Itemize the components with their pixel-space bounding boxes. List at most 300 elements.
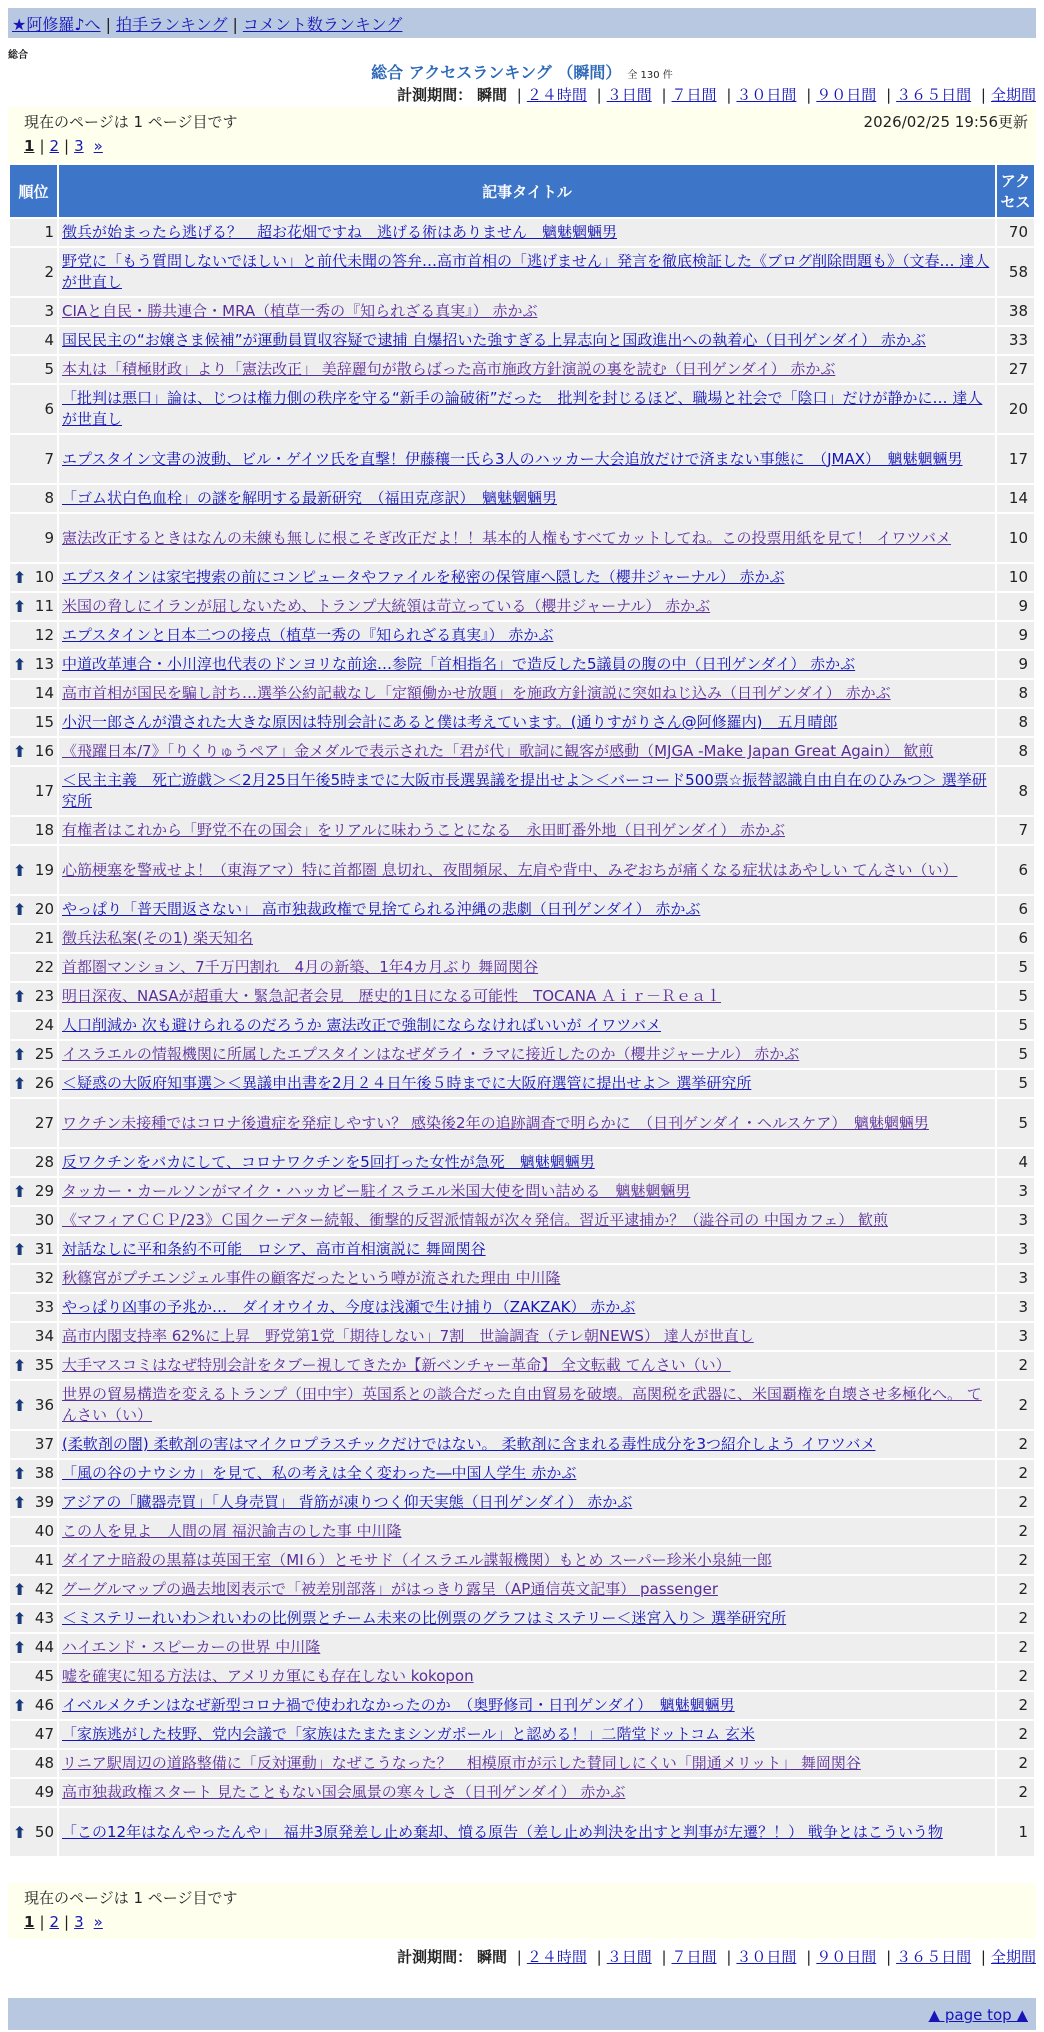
title-cell xyxy=(59,738,995,765)
rank-number: 38 xyxy=(34,1464,54,1482)
title-cell xyxy=(59,767,995,815)
header-rank: 順位 xyxy=(10,165,57,217)
table-row xyxy=(10,1041,1034,1068)
table-row xyxy=(10,1352,1034,1379)
title-cell xyxy=(59,709,995,736)
article-title-link[interactable]: 嘘を確実に知る方法は、アメリカ軍にも存在しない kokopon xyxy=(62,1667,474,1685)
rank-number: 4 xyxy=(44,331,54,349)
access-count: 27 xyxy=(997,356,1034,383)
access-count: 9 xyxy=(997,622,1034,649)
rank-up-arrow-icon: ⬆ xyxy=(13,1822,27,1842)
access-count: 58 xyxy=(997,248,1034,296)
rank-cell xyxy=(10,1431,57,1458)
comment-ranking-link[interactable]: コメント数ランキング xyxy=(242,15,403,34)
rank-up-arrow-icon: ⬆ xyxy=(13,1464,27,1483)
access-count: 6 xyxy=(997,846,1034,894)
title-cell xyxy=(59,1381,995,1429)
rank-cell xyxy=(10,983,57,1010)
table-row xyxy=(10,738,1034,765)
article-title-link[interactable]: 野党に「もう質問しないでほしい」と前代未聞の答弁…高市首相の「逃げません」発言を徹底検証した《ブログ削除問題も》（文春… 達人が世直し xyxy=(62,252,990,291)
asyura-home-link[interactable]: ★阿修羅♪へ xyxy=(12,15,101,34)
table-row xyxy=(10,1012,1034,1039)
rank-up-arrow-icon: ⬆ xyxy=(13,568,27,587)
table-row xyxy=(10,846,1034,894)
updated-timestamp: 2026/02/25 19:56更新 xyxy=(863,113,1028,131)
table-row xyxy=(10,1663,1034,1690)
rank-number: 18 xyxy=(34,821,54,839)
rank-number: 14 xyxy=(34,684,54,702)
period-90d-link[interactable]: ９０日間 xyxy=(816,86,877,104)
access-count: 3 xyxy=(997,1178,1034,1205)
title-cell xyxy=(59,593,995,620)
rank-cell xyxy=(10,1518,57,1545)
article-title-link[interactable]: 対話なしに平和条約不可能 ロシア、高市首相演説に 舞岡関谷 xyxy=(62,1240,486,1258)
rank-cell xyxy=(10,1323,57,1350)
period-24h-link-bottom[interactable]: ２４時間 xyxy=(526,1948,587,1966)
rank-number: 13 xyxy=(34,655,54,673)
rank-up-arrow-icon: ⬆ xyxy=(13,1395,27,1415)
title-cell xyxy=(59,327,995,354)
rank-number: 11 xyxy=(34,597,54,615)
article-title-link[interactable]: 本丸は「積極財政」より「憲法改正」 美辞麗句が散らばった高市施政方針演説の裏を読む（日刊ゲンダイ） 赤かぶ xyxy=(62,360,836,378)
rank-up-arrow-icon: ⬆ xyxy=(13,1074,27,1093)
article-title-link[interactable]: ワクチン未接種ではコロナ後遺症を発症しやすい？ 感染後2年の追跡調査で明らかに （日刊ゲンダイ・ヘルスケア） 魑魅魍魎男 xyxy=(62,1113,929,1132)
article-title-link[interactable]: 「この12年はなんやったんや」 福井3原発差し止め棄却、憤る原告（差し止め判決を出すと判事が左遷？！） 戦争とはこういう物 xyxy=(62,1822,943,1841)
rank-cell xyxy=(10,564,57,591)
access-count: 9 xyxy=(997,651,1034,678)
pager-next-bottom[interactable]: » xyxy=(93,1913,103,1931)
pager-bottom: 1 | 2 | 3 » xyxy=(24,1913,103,1931)
table-row xyxy=(10,1294,1034,1321)
article-title-link[interactable]: イスラエルの情報機関に所属したエプスタインはなぜダライ・ラマに接近したのか（櫻井ジャーナル） 赤かぶ xyxy=(62,1045,800,1063)
access-count: 38 xyxy=(997,298,1034,325)
rank-cell xyxy=(10,1489,57,1516)
rank-number: 42 xyxy=(34,1580,54,1598)
article-title-link[interactable]: ハイエンド・スピーカーの世界 中川隆 xyxy=(62,1638,321,1656)
period-7d-link[interactable]: ７日間 xyxy=(671,86,717,104)
title-cell xyxy=(59,248,995,296)
top-nav: ★阿修羅♪へ | 拍手ランキング | コメント数ランキング xyxy=(8,8,1036,38)
article-title-link[interactable]: 「風の谷のナウシカ」を見て、私の考えは全く変わった―中国人学生 赤かぶ xyxy=(62,1464,577,1482)
title-cell xyxy=(59,983,995,1010)
pager-current-bottom: 1 xyxy=(24,1913,35,1931)
access-count: 20 xyxy=(997,385,1034,433)
table-row xyxy=(10,767,1034,815)
rank-cell xyxy=(10,435,57,483)
header-title: 記事タイトル xyxy=(59,165,995,217)
rank-cell xyxy=(10,1178,57,1205)
ranking-table xyxy=(8,163,1036,1858)
pager-current: 1 xyxy=(24,137,35,155)
period-label: 計測期間： xyxy=(397,86,473,104)
period-30d-link[interactable]: ３０日間 xyxy=(736,86,797,104)
title-cell xyxy=(59,622,995,649)
rank-number: 32 xyxy=(34,1269,54,1287)
rank-cell xyxy=(10,1779,57,1806)
title-cell xyxy=(59,1236,995,1263)
rank-number: 7 xyxy=(44,449,54,468)
rank-cell xyxy=(10,1634,57,1661)
article-title-link[interactable]: 有権者はこれから「野党不在の国会」をリアルに味わうことになる 永田町番外地（日刊ゲンダイ） 赤かぶ xyxy=(62,821,785,839)
article-title-link[interactable]: 心筋梗塞を警戒せよ！（東海アマ）特に首都圏 息切れ、夜間頻尿、左肩や背中、みぞおちが痛くなる症状はあやしい てんさい（い） xyxy=(62,860,958,879)
access-count: 10 xyxy=(997,564,1034,591)
article-title-link[interactable]: (柔軟剤の闇) 柔軟剤の害はマイクロプラスチックだけではない。 柔軟剤に含まれる毒性成分を3つ紹介しよう イワツバメ xyxy=(62,1435,876,1453)
access-count: 2 xyxy=(997,1352,1034,1379)
rank-up-arrow-icon: ⬆ xyxy=(13,742,27,761)
access-count: 2 xyxy=(997,1547,1034,1574)
total-count: 全 130 件 xyxy=(627,70,673,81)
rank-number: 23 xyxy=(34,987,54,1005)
article-title-link[interactable]: タッカー・カールソンがマイク・ハッカビー駐イスラエル米国大使を問い詰める 魑魅魍魎男 xyxy=(62,1182,691,1200)
access-count: 5 xyxy=(997,1099,1034,1147)
rank-cell xyxy=(10,846,57,894)
table-row xyxy=(10,356,1034,383)
article-title-link[interactable]: 首都圏マンション、7千万円割れ 4月の新築、1年4カ月ぶり 舞岡関谷 xyxy=(62,958,539,976)
title-cell xyxy=(59,564,995,591)
table-row xyxy=(10,925,1034,952)
rank-cell xyxy=(10,593,57,620)
pager-next[interactable]: » xyxy=(93,137,103,155)
category-label: 総合 xyxy=(8,50,28,61)
table-row xyxy=(10,680,1034,707)
period-7d-link-bottom[interactable]: ７日間 xyxy=(671,1948,717,1966)
table-row xyxy=(10,219,1034,246)
title-cell xyxy=(59,435,995,483)
rank-cell xyxy=(10,1294,57,1321)
period-30d-link-bottom[interactable]: ３０日間 xyxy=(736,1948,797,1966)
table-row xyxy=(10,896,1034,923)
article-title-link[interactable]: エプスタインは家宅捜索の前にコンピュータやファイルを秘密の保管庫へ隠した（櫻井ジャーナル） 赤かぶ xyxy=(62,568,785,586)
pager-page-2[interactable]: 2 xyxy=(49,137,60,155)
access-count: 8 xyxy=(997,767,1034,815)
access-count: 1 xyxy=(997,1808,1034,1856)
table-row xyxy=(10,593,1034,620)
title-cell xyxy=(59,651,995,678)
access-count: 3 xyxy=(997,1236,1034,1263)
access-count: 2 xyxy=(997,1750,1034,1777)
rank-up-arrow-icon: ⬆ xyxy=(13,1609,27,1628)
table-row xyxy=(10,1099,1034,1147)
title-cell xyxy=(59,1576,995,1603)
article-title-link[interactable]: 国民民主の“お嬢さま候補”が運動員買収容疑で逮捕 自爆招いた強すぎる上昇志向と国政進出への執着心（日刊ゲンダイ） 赤かぶ xyxy=(62,331,926,349)
article-title-link[interactable]: CIAと自民・勝共連合・MRA（植草一秀の『知られざる真実』） 赤かぶ xyxy=(62,302,538,320)
rank-number: 48 xyxy=(34,1754,54,1772)
access-count: 14 xyxy=(997,485,1034,512)
article-title-link[interactable]: 中道改革連合・小川淳也代表のドンヨリな前途…参院「首相指名」で造反した5議員の腹の中（日刊ゲンダイ） 赤かぶ xyxy=(62,655,856,673)
rank-cell xyxy=(10,1692,57,1719)
rank-number: 25 xyxy=(34,1045,54,1063)
rank-up-arrow-icon: ⬆ xyxy=(13,987,27,1006)
table-row xyxy=(10,1431,1034,1458)
rank-number: 12 xyxy=(34,626,54,644)
article-title-link[interactable]: 徴兵法私案(その1) 楽天知名 xyxy=(62,929,254,947)
rank-number: 1 xyxy=(44,223,54,241)
access-count: 7 xyxy=(997,817,1034,844)
period-current-bottom: 瞬間 xyxy=(476,1948,507,1966)
access-count: 2 xyxy=(997,1460,1034,1487)
rank-up-arrow-icon: ⬆ xyxy=(13,1240,27,1259)
page-info-bottom xyxy=(8,1883,1036,1939)
article-title-link[interactable]: やっぱり「普天間返さない」 高市独裁政権で見捨てられる沖縄の悲劇（日刊ゲンダイ） 赤かぶ xyxy=(62,900,701,918)
page-top-link[interactable]: ▲ page top ▲ xyxy=(928,2006,1028,2024)
rank-cell xyxy=(10,1207,57,1234)
period-3d-link[interactable]: ３日間 xyxy=(606,86,652,104)
article-title-link[interactable]: 「家族逃がした枝野、党内会議で「家族はたまたまシンガポール」と認める！」二階堂ドットコム 玄米 xyxy=(62,1725,755,1743)
table-row xyxy=(10,1207,1034,1234)
article-title-link[interactable]: エプスタイン文書の波動、ビル・ゲイツ氏を直撃！伊藤穰一氏ら3人のハッカー大会追放だけで済まない事態に （JMAX） 魑魅魍魎男 xyxy=(62,449,963,468)
title-cell xyxy=(59,1207,995,1234)
title-cell xyxy=(59,1070,995,1097)
table-row xyxy=(10,1489,1034,1516)
article-title-link[interactable]: 《マフィアＣＣＰ/23》Ｃ国クーデター続報、衝撃的反習派情報が次々発信。習近平逮捕か？（澁谷司の 中国カフェ） 歓煎 xyxy=(62,1211,888,1229)
article-title-link[interactable]: 高市内閣支持率 62%に上昇 野党第1党「期待しない」7割 世論調査（テレ朝NEWS） 達人が世直し xyxy=(62,1327,754,1345)
rank-number: 45 xyxy=(34,1667,54,1685)
pager-page-2-bottom[interactable]: 2 xyxy=(49,1913,60,1931)
rank-number: 27 xyxy=(34,1113,54,1132)
access-count: 3 xyxy=(997,1294,1034,1321)
ranking-title: 総合 アクセスランキング （瞬間） xyxy=(371,63,622,82)
article-title-link[interactable]: 「批判は悪口」論は、じつは権力側の秩序を守る“新手の論破術”だった 批判を封じるほど、職場と社会で「陰口」だけが静かに… 達人が世直し xyxy=(62,389,983,428)
pager-page-3[interactable]: 3 xyxy=(74,137,84,155)
article-title-link[interactable]: 人口削減か 次も避けられるのだろうか 憲法改正で強制にならなければいいが イワツバメ xyxy=(62,1016,662,1034)
article-title-link[interactable]: 高市首相が国民を騙し討ち…選挙公約記載なし「定額働かせ放題」を施政方針演説に突如ねじ込み（日刊ゲンダイ） 赤かぶ xyxy=(62,684,891,702)
article-title-link[interactable]: 「ゴム状白色血栓」の謎を解明する最新研究 （福田克彦訳） 魑魅魍魎男 xyxy=(62,489,558,507)
table-header-row xyxy=(10,165,1034,217)
period-all-link[interactable]: 全期間 xyxy=(990,86,1036,104)
rank-cell xyxy=(10,248,57,296)
rank-cell xyxy=(10,1265,57,1292)
rank-up-arrow-icon: ⬆ xyxy=(13,597,27,616)
rank-number: 5 xyxy=(44,360,54,378)
title-cell xyxy=(59,514,995,562)
access-count: 70 xyxy=(997,219,1034,246)
rank-cell xyxy=(10,327,57,354)
access-count: 5 xyxy=(997,983,1034,1010)
rank-cell xyxy=(10,298,57,325)
rank-number: 35 xyxy=(34,1356,54,1374)
access-count: 2 xyxy=(997,1663,1034,1690)
access-count: 8 xyxy=(997,680,1034,707)
article-title-link[interactable]: この人を見よ 人間の屑 福沢諭吉のした事 中川隆 xyxy=(62,1522,402,1540)
table-row xyxy=(10,1460,1034,1487)
article-title-link[interactable]: 米国の脅しにイランが屈しないため、トランプ大統領は苛立っている（櫻井ジャーナル） 赤かぶ xyxy=(62,597,711,615)
rank-up-arrow-icon: ⬆ xyxy=(13,900,27,919)
rank-number: 49 xyxy=(34,1783,54,1801)
table-row xyxy=(10,622,1034,649)
access-count: 5 xyxy=(997,954,1034,981)
applause-ranking-link[interactable]: 拍手ランキング xyxy=(115,15,228,34)
rank-cell xyxy=(10,1070,57,1097)
title-cell xyxy=(59,1099,995,1147)
rank-number: 31 xyxy=(34,1240,54,1258)
article-title-link[interactable]: 明日深夜、NASAが超重大・緊急記者会見 歴史的1日になる可能性 TOCANA Ａｉｒ－Ｒｅａｌ xyxy=(62,987,722,1005)
table-row xyxy=(10,1178,1034,1205)
article-title-link[interactable]: やっぱり凶事の予兆か… ダイオウイカ、今度は浅瀬で生け捕り（ZAKZAK） 赤かぶ xyxy=(62,1298,636,1316)
access-count: 2 xyxy=(997,1518,1034,1545)
rank-number: 46 xyxy=(34,1696,54,1714)
period-365d-link-bottom[interactable]: ３６５日間 xyxy=(896,1948,972,1966)
table-row xyxy=(10,651,1034,678)
rank-number: 21 xyxy=(34,929,54,947)
rank-number: 15 xyxy=(34,713,54,731)
rank-cell xyxy=(10,622,57,649)
rank-number: 24 xyxy=(34,1016,54,1034)
rank-cell xyxy=(10,1576,57,1603)
rank-number: 16 xyxy=(34,742,54,760)
table-row xyxy=(10,983,1034,1010)
access-count: 8 xyxy=(997,709,1034,736)
rank-number: 41 xyxy=(34,1551,54,1569)
article-title-link[interactable]: ＜民主主義 死亡遊戯＞＜2月25日午後5時までに大阪市長選異議を提出せよ＞＜バーコード500票☆振替認識自由自在のひみつ＞ 選挙研究所 xyxy=(62,771,987,810)
rank-cell xyxy=(10,485,57,512)
rank-number: 33 xyxy=(34,1298,54,1316)
access-count: 2 xyxy=(997,1721,1034,1748)
current-page-text: 現在のページは 1 ページ目です xyxy=(24,113,238,131)
rank-number: 17 xyxy=(34,781,54,800)
period-3d-link-bottom[interactable]: ３日間 xyxy=(606,1948,652,1966)
rank-number: 9 xyxy=(44,528,54,547)
article-title-link[interactable]: リニア駅周辺の道路整備に「反対運動」なぜこうなった？ 相模原市が示した賛同しにくい「開通メリット」 舞岡関谷 xyxy=(62,1754,861,1772)
title-cell xyxy=(59,1323,995,1350)
article-title-link[interactable]: アジアの「臓器売買」「人身売買」 背筋が凍りつく仰天実態（日刊ゲンダイ） 赤かぶ xyxy=(62,1493,633,1511)
title-cell xyxy=(59,219,995,246)
period-all-link-bottom[interactable]: 全期間 xyxy=(990,1948,1036,1966)
period-90d-link-bottom[interactable]: ９０日間 xyxy=(816,1948,877,1966)
rank-number: 40 xyxy=(34,1522,54,1540)
rank-cell xyxy=(10,896,57,923)
article-title-link[interactable]: ダイアナ暗殺の黒幕は英国王室（MI６）とモサド（イスラエル諜報機関）もとめ スーパー珍米小泉純一郎 xyxy=(62,1551,772,1569)
table-row xyxy=(10,1265,1034,1292)
rank-number: 47 xyxy=(34,1725,54,1743)
rank-cell xyxy=(10,356,57,383)
title-cell xyxy=(59,1779,995,1806)
article-title-link[interactable]: ＜疑惑の大阪府知事選＞＜異議申出書を2月２４日午後５時までに大阪府選管に提出せよ＞ 選挙研究所 xyxy=(62,1074,752,1092)
table-row xyxy=(10,1750,1034,1777)
table-row xyxy=(10,1634,1034,1661)
title-cell xyxy=(59,896,995,923)
title-cell xyxy=(59,1489,995,1516)
rank-cell xyxy=(10,1381,57,1429)
article-title-link[interactable]: 小沢一郎さんが潰された大きな原因は特別会計にあると僕は考えています。(通りすがりさん@阿修羅内) 五月晴郎 xyxy=(62,713,838,731)
title-cell xyxy=(59,1265,995,1292)
rank-cell xyxy=(10,1149,57,1176)
rank-cell xyxy=(10,1099,57,1147)
access-count: 33 xyxy=(997,327,1034,354)
table-row xyxy=(10,1236,1034,1263)
article-title-link[interactable]: 大手マスコミはなぜ特別会計をタブー視してきたか【新ベンチャー革命】 全文転載 てんさい（い） xyxy=(62,1356,731,1374)
access-count: 2 xyxy=(997,1692,1034,1719)
page-info-top xyxy=(8,107,1036,163)
rank-up-arrow-icon: ⬆ xyxy=(13,1356,27,1375)
article-title-link[interactable]: 徴兵が始まったら逃げる？ 超お花畑ですね 逃げる術はありません 魑魅魍魎男 xyxy=(62,223,618,241)
title-cell xyxy=(59,356,995,383)
table-row xyxy=(10,1149,1034,1176)
rank-cell xyxy=(10,219,57,246)
period-selector-top: 計測期間： 瞬間 | ２４時間 | ３日間 | ７日間 | ３０日間 | ９０日間 | ３６５日間 | 全期間 xyxy=(397,86,1036,104)
access-count: 8 xyxy=(997,738,1034,765)
period-24h-link[interactable]: ２４時間 xyxy=(526,86,587,104)
period-365d-link[interactable]: ３６５日間 xyxy=(896,86,972,104)
article-title-link[interactable]: 秋篠宮がプチエンジェル事件の顧客だったという噂が流された理由 中川隆 xyxy=(62,1269,561,1287)
title-cell xyxy=(59,817,995,844)
table-row xyxy=(10,298,1034,325)
pager-page-3-bottom[interactable]: 3 xyxy=(74,1913,84,1931)
table-row xyxy=(10,485,1034,512)
access-count: 4 xyxy=(997,1149,1034,1176)
table-row xyxy=(10,1547,1034,1574)
article-title-link[interactable]: イベルメクチンはなぜ新型コロナ禍で使われなかったのか （奥野修司・日刊ゲンダイ） 魑魅魍魎男 xyxy=(62,1696,735,1714)
article-title-link[interactable]: 世界の貿易構造を変えるトランプ（田中宇）英国系との談合だった自由貿易を破壊。高関税を武器に、米国覇権を自壊させ多極化へ。 てんさい（い） xyxy=(62,1385,982,1424)
table-row xyxy=(10,817,1034,844)
access-count: 2 xyxy=(997,1634,1034,1661)
rank-up-arrow-icon: ⬆ xyxy=(13,1696,27,1715)
article-title-link[interactable]: 憲法改正するときはなんの未練も無しに根こそぎ改正だよ！！基本的人権もすべてカットしてね。この投票用紙を見て！ イワツバメ xyxy=(62,528,952,547)
title-cell xyxy=(59,1518,995,1545)
rank-cell xyxy=(10,1012,57,1039)
article-title-link[interactable]: 反ワクチンをバカにして、コロナワクチンを5回打った女性が急死 魑魅魍魎男 xyxy=(62,1153,595,1171)
rank-cell xyxy=(10,514,57,562)
article-title-link[interactable]: エプスタインと日本二つの接点（植草一秀の『知られざる真実』） 赤かぶ xyxy=(62,626,554,644)
rank-number: 44 xyxy=(34,1638,54,1656)
access-count: 2 xyxy=(997,1779,1034,1806)
article-title-link[interactable]: 高市独裁政権スタート 見たこともない国会風景の寒々しさ（日刊ゲンダイ） 赤かぶ xyxy=(62,1783,626,1801)
article-title-link[interactable]: 《飛躍日本/7》「りくりゅうペア」金メダルで表示された「君が代」歌詞に観客が感動（MJGA -Make Japan Great Again） 歓煎 xyxy=(62,742,934,760)
title-cell xyxy=(59,1808,995,1856)
rank-number: 10 xyxy=(34,568,54,586)
title-cell xyxy=(59,385,995,433)
rank-number: 29 xyxy=(34,1182,54,1200)
rank-number: 20 xyxy=(34,900,54,918)
rank-cell xyxy=(10,1605,57,1632)
table-row xyxy=(10,248,1034,296)
access-count: 3 xyxy=(997,1207,1034,1234)
title-cell xyxy=(59,1721,995,1748)
table-row xyxy=(10,1721,1034,1748)
rank-up-arrow-icon: ⬆ xyxy=(13,1182,27,1201)
rank-cell xyxy=(10,1041,57,1068)
title-cell xyxy=(59,1294,995,1321)
access-count: 17 xyxy=(997,435,1034,483)
article-title-link[interactable]: ＜ミステリーれいわ＞れいわの比例票とチーム未来の比例票のグラフはミステリー＜迷宮入り＞ 選挙研究所 xyxy=(62,1609,787,1627)
table-row xyxy=(10,1779,1034,1806)
period-label-bottom: 計測期間： xyxy=(397,1948,473,1966)
rank-number: 43 xyxy=(34,1609,54,1627)
period-selector-bottom: 計測期間： 瞬間 | ２４時間 | ３日間 | ７日間 | ３０日間 | ９０日間 | ３６５日間 | 全期間 xyxy=(397,1948,1036,1966)
access-count: 9 xyxy=(997,593,1034,620)
title-cell xyxy=(59,1149,995,1176)
rank-up-arrow-icon: ⬆ xyxy=(13,1045,27,1064)
rank-cell xyxy=(10,1460,57,1487)
rank-cell xyxy=(10,925,57,952)
rank-cell xyxy=(10,767,57,815)
rank-cell xyxy=(10,709,57,736)
rank-up-arrow-icon: ⬆ xyxy=(13,1580,27,1599)
title-cell xyxy=(59,1634,995,1661)
article-title-link[interactable]: グーグルマップの過去地図表示で「被差別部落」がはっきり露呈（AP通信英文記事） passenger xyxy=(62,1580,719,1598)
rank-number: 3 xyxy=(44,302,54,320)
rank-cell xyxy=(10,1808,57,1856)
access-count: 2 xyxy=(997,1431,1034,1458)
title-cell xyxy=(59,1431,995,1458)
access-count: 3 xyxy=(997,1265,1034,1292)
title-cell xyxy=(59,680,995,707)
title-cell xyxy=(59,1178,995,1205)
access-count: 5 xyxy=(997,1012,1034,1039)
rank-number: 30 xyxy=(34,1211,54,1229)
rank-up-arrow-icon: ⬆ xyxy=(13,655,27,674)
access-count: 3 xyxy=(997,1323,1034,1350)
access-count: 5 xyxy=(997,1041,1034,1068)
